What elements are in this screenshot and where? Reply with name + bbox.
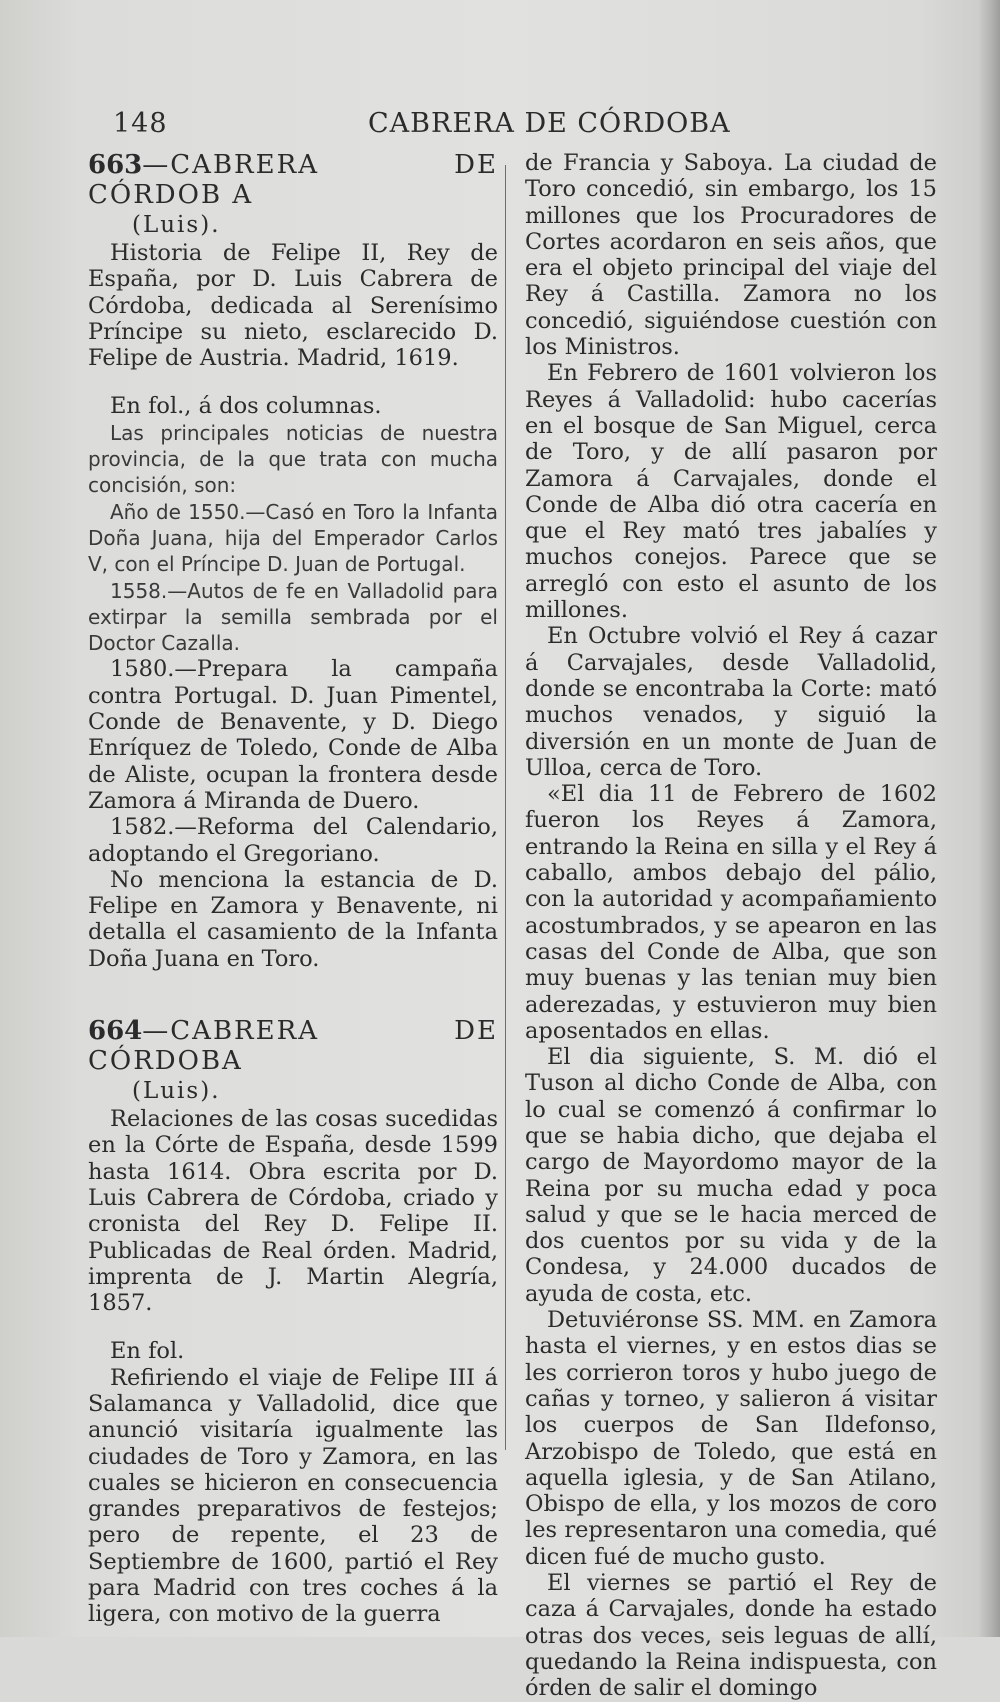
entry-author-given-name: (Luis). <box>132 212 221 238</box>
entry-663-intro: Las principales noticias de nuestra provincia, de la que trata con mucha concisión, son: <box>88 420 498 498</box>
column-divider <box>505 165 506 1450</box>
entry-664-heading <box>88 1016 498 1106</box>
entry-663-year-1550: Año de 1550.—Casó en Toro la Infanta Doña Juana, hija del Emperador Carlos V, con el Príncipe D. Juan de Portugal. <box>88 499 498 577</box>
right-paragraph: En Octubre volvió el Rey á cazar á Carvajales, desde Valladolid, donde se encontraba la Corte: mató muchos venados, y siguió la diversión en un monte de Juan de Ulloa, cerca de Toro. <box>525 623 937 781</box>
entry-number: 663 <box>88 150 143 180</box>
page-edge-shadow <box>978 0 1000 1637</box>
entry-author-given-name: (Luis). <box>132 1078 221 1105</box>
entry-author: —CABRERA DE CÓRDOBA <box>88 1016 498 1077</box>
entry-664-title: Relaciones de las cosas sucedidas en la Córte de España, desde 1599 hasta 1614. Obra escrita por D. Luis Cabrera de Córdoba, criado y cronista del Rey D. Felipe II. Publicadas de Real órden. Madrid, imprenta de J. Martin Alegría, 1857. <box>88 1106 498 1317</box>
entry-664-format: En fol. <box>110 1338 185 1365</box>
right-paragraph: «El dia 11 de Febrero de 1602 fueron los Reyes á Zamora, entrando la Reina en silla y el Rey á caballo, ambos debajo del pálio, con la autoridad y acompañamiento acostumbrados, y se apearon en las casas del Conde de Alba, que son muy buenas y las tenian muy bien aderezadas, y estuvieron muy bien aposentados en ellas. <box>525 781 937 1044</box>
entry-number: 664 <box>88 1016 143 1047</box>
running-title: CABRERA DE CÓRDOBA <box>368 108 731 139</box>
entry-663-year-1558: 1558.—Autos de fe en Valladolid para extirpar la semilla sembrada por el Doctor Cazalla. <box>88 578 498 656</box>
left-column <box>88 150 498 1628</box>
entry-664-body: Refiriendo el viaje de Felipe III á Salamanca y Valladolid, dice que anunció visitaría igualmente las ciudades de Toro y Zamora, en las cuales se hicieron en consecuencia grandes preparativos de festejos; pero de repente, el 23 de Septiembre de 1600, partió el Rey para Madrid con tres coches á la ligera, con motivo de la guerra <box>88 1364 498 1628</box>
right-paragraph: El dia siguiente, S. M. dió el Tuson al dicho Conde de Alba, con lo cual se comenzó á confirmar lo que se habia dicho, que dejaba el cargo de Mayordomo mayor de la Reina por su mucha edad y poca salud y que se le hacia merced de dos cuentos por su vida y de la Condesa, y 24.000 ducados de ayuda de costa, etc. <box>525 1044 937 1307</box>
right-paragraph: de Francia y Saboya. La ciudad de Toro concedió, sin embargo, los 15 millones que los Procuradores de Cortes acordaron en seis años, que era el objeto principal del viaje del Rey á Castilla. Zamora no los concedió, siguiéndose cuestión con los Ministros. <box>525 150 937 361</box>
entry-author: —CABRERA DE CÓRDOB A <box>88 150 498 210</box>
right-paragraph: El viernes se partió el Rey de caza á Carvajales, donde ha estado otras dos veces, seis leguas de allí, quedando la Reina indispuesta, con órden de salir el domingo <box>525 1570 937 1702</box>
entry-663-closing: No menciona la estancia de D. Felipe en Zamora y Benavente, ni detalla el casamiento de la Infanta Doña Juana en Toro. <box>88 866 498 972</box>
entry-663-title: Historia de Felipe II, Rey de España, por D. Luis Cabrera de Córdoba, dedicada al Serenísimo Príncipe su nieto, esclarecido D. Felipe de Austria. Madrid, 1619. <box>88 240 498 372</box>
entry-663-format: En fol., á dos columnas. <box>110 393 382 420</box>
right-paragraph: En Febrero de 1601 volvieron los Reyes á Valladolid: hubo cacerías en el bosque de San Miguel, cerca de Toro, y de allí pasaron por Zamora á Carvajales, donde el Conde de Alba dió otra cacería en que el Rey mató tres jabalíes y muchos conejos. Parece que se arregló con esto el asunto de los millones. <box>525 360 937 624</box>
page-number: 148 <box>113 108 168 139</box>
entry-663-heading <box>88 150 498 240</box>
right-paragraph: Detuviéronse SS. MM. en Zamora hasta el viernes, y en estos dias se les corrieron toros y hubo juego de cañas y torneo, y salieron á visitar los cuerpos de San Ildefonso, Arzobispo de Toledo, que está en aquella iglesia, y de San Atilano, Obispo de ella, y los mozos de coro les representaron una comedia, qué dicen fué de mucho gusto. <box>525 1307 937 1570</box>
entry-663-year-1582: 1582.—Reforma del Calendario, adoptando el Gregoriano. <box>88 814 498 867</box>
entry-663-year-1580: 1580.—Prepara la campaña contra Portugal. D. Juan Pimentel, Conde de Benavente, y D. Diego Enríquez de Toledo, Conde de Alba de Aliste, ocupan la frontera desde Zamora á Miranda de Duero. <box>88 656 498 814</box>
page-header <box>88 108 930 148</box>
right-column <box>525 150 937 1702</box>
